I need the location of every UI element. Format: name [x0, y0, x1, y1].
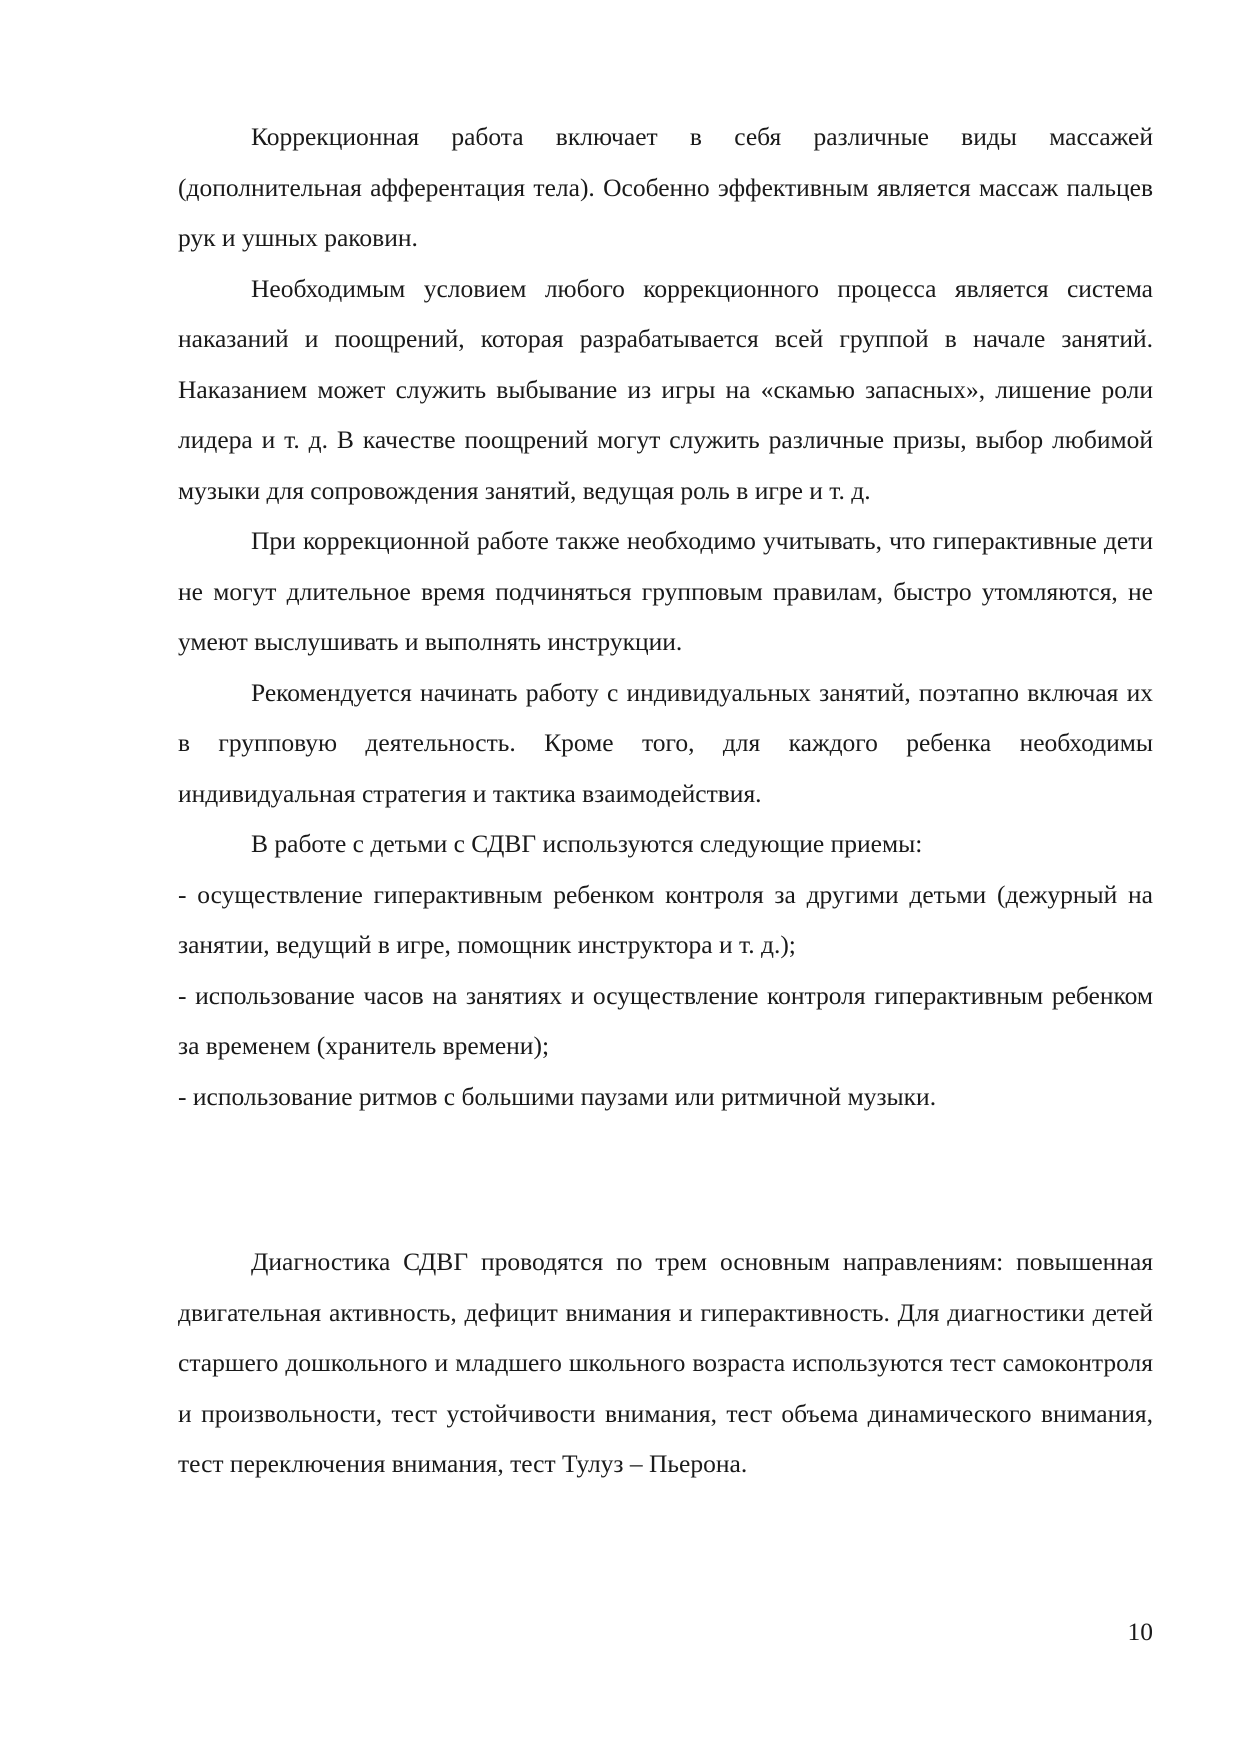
- main-text-block: [178, 112, 1153, 1122]
- paragraph-diagnostics: Диагностика СДВГ проводятся по трем основным направлениям: повышенная двигательная активность, дефицит внимания и гиперактивность. Для диагностики детей старшего дошкольного и младшего школьного возраста используются тест самоконтроля и произвольности, тест устойчивости внимания, тест объема динамического внимания, тест переключения внимания, тест Тулуз – Пьерона.: [178, 1247, 1153, 1478]
- paragraph-rewards-punishments: Необходимым условием любого коррекционного процесса является система наказаний и поощрений, которая разрабатывается всей группой в начале занятий. Наказанием может служить выбывание из игры на «скамью запасных», лишение роли лидера и т. д. В качестве поощрений могут служить различные призы, выбор любимой музыки для сопровождения занятий, ведущая роль в игре и т. д.: [178, 273, 1153, 505]
- paragraph-group-rules: При коррекционной работе также необходимо учитывать, что гиперактивные дети не могут длительное время подчиняться групповым правилам, быстро утомляются, не умеют выслушивать и выполнять инструкции.: [178, 526, 1153, 656]
- page-number: 10: [1127, 1617, 1153, 1646]
- paragraph-individual-sessions: Рекомендуется начинать работу с индивидуальных занятий, поэтапно включая их в групповую деятельность. Кроме того, для каждого ребенка необходимы индивидуальная стратегия и тактика взаимодействия.: [178, 677, 1153, 808]
- paragraph-techniques-intro: В работе с детьми с СДВГ используются следующие приемы:: [251, 829, 923, 858]
- list-item: - осуществление гиперактивным ребенком контроля за другими детьми (дежурный на занятии, ведущий в игре, помощник инструктора и т. д.);: [178, 879, 1153, 959]
- diagnostics-text-block: [178, 1237, 1153, 1490]
- list-item: - использование ритмов с большими паузами или ритмичной музыки.: [178, 1081, 937, 1111]
- list-item: - использование часов на занятиях и осуществление контроля гиперактивным ребенком за временем (хранитель времени);: [178, 980, 1153, 1060]
- paragraph-massage: Коррекционная работа включает в себя различные виды массажей (дополнительная афферентация тела). Особенно эффективным является массаж пальцев рук и ушных раковин.: [178, 122, 1153, 252]
